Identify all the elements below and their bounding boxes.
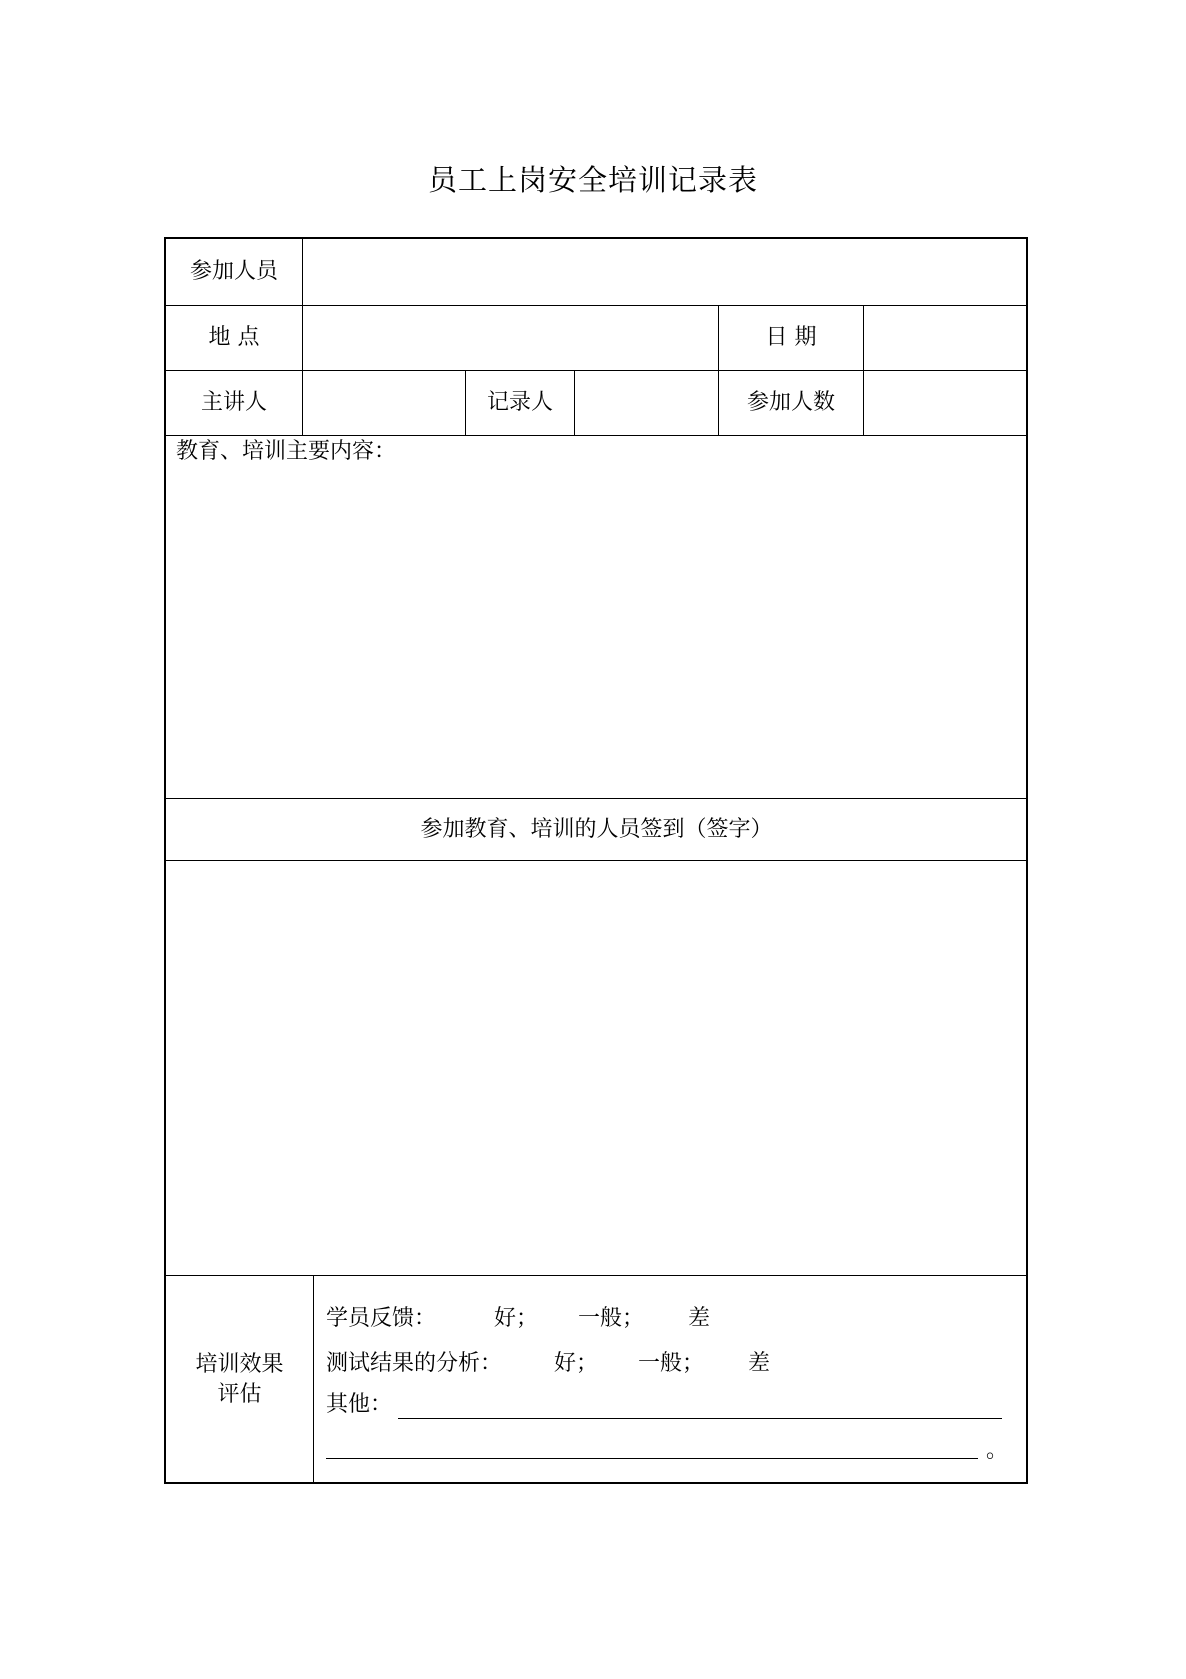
content-label: 教育、培训主要内容：	[176, 439, 397, 464]
recorder-label: 记录人	[486, 390, 553, 415]
lecturer-label: 主讲人	[200, 390, 267, 415]
lecturer-field[interactable]	[303, 371, 465, 435]
row-divider	[165, 435, 1027, 436]
others-field-line-2[interactable]	[326, 1458, 978, 1459]
test-option-good[interactable]: 好；	[554, 1351, 599, 1376]
date-field[interactable]	[864, 306, 1027, 370]
headcount-field[interactable]	[864, 371, 1027, 435]
recorder-field[interactable]	[575, 371, 718, 435]
location-label: 地 点	[208, 325, 260, 350]
others-field-line-1[interactable]	[398, 1418, 1002, 1419]
attendees-field[interactable]	[303, 239, 1027, 305]
evaluation-label-line2: 评估	[217, 1381, 262, 1407]
signin-field[interactable]	[166, 861, 1027, 1275]
headcount-label: 参加人数	[746, 390, 835, 415]
test-option-poor[interactable]: 差	[748, 1351, 771, 1376]
date-label: 日 期	[765, 325, 817, 350]
others-end-mark: 。	[986, 1438, 1009, 1463]
attendees-label: 参加人员	[189, 259, 278, 284]
test-analysis-label: 测试结果的分析：	[326, 1351, 503, 1376]
feedback-option-poor[interactable]: 差	[688, 1306, 711, 1331]
content-field[interactable]	[166, 470, 1027, 798]
others-label: 其他：	[326, 1392, 393, 1417]
location-field[interactable]	[303, 306, 718, 370]
evaluation-label-line1: 培训效果	[195, 1351, 284, 1377]
feedback-option-average[interactable]: 一般；	[578, 1306, 645, 1331]
column-divider	[313, 1275, 314, 1483]
signin-header: 参加教育、培训的人员签到（签字）	[420, 816, 773, 842]
feedback-option-good[interactable]: 好；	[494, 1306, 539, 1331]
feedback-label: 学员反馈：	[326, 1306, 437, 1331]
page-title: 员工上岗安全培训记录表	[427, 163, 758, 197]
test-option-average[interactable]: 一般；	[638, 1351, 705, 1376]
evaluation-label	[166, 1276, 313, 1483]
